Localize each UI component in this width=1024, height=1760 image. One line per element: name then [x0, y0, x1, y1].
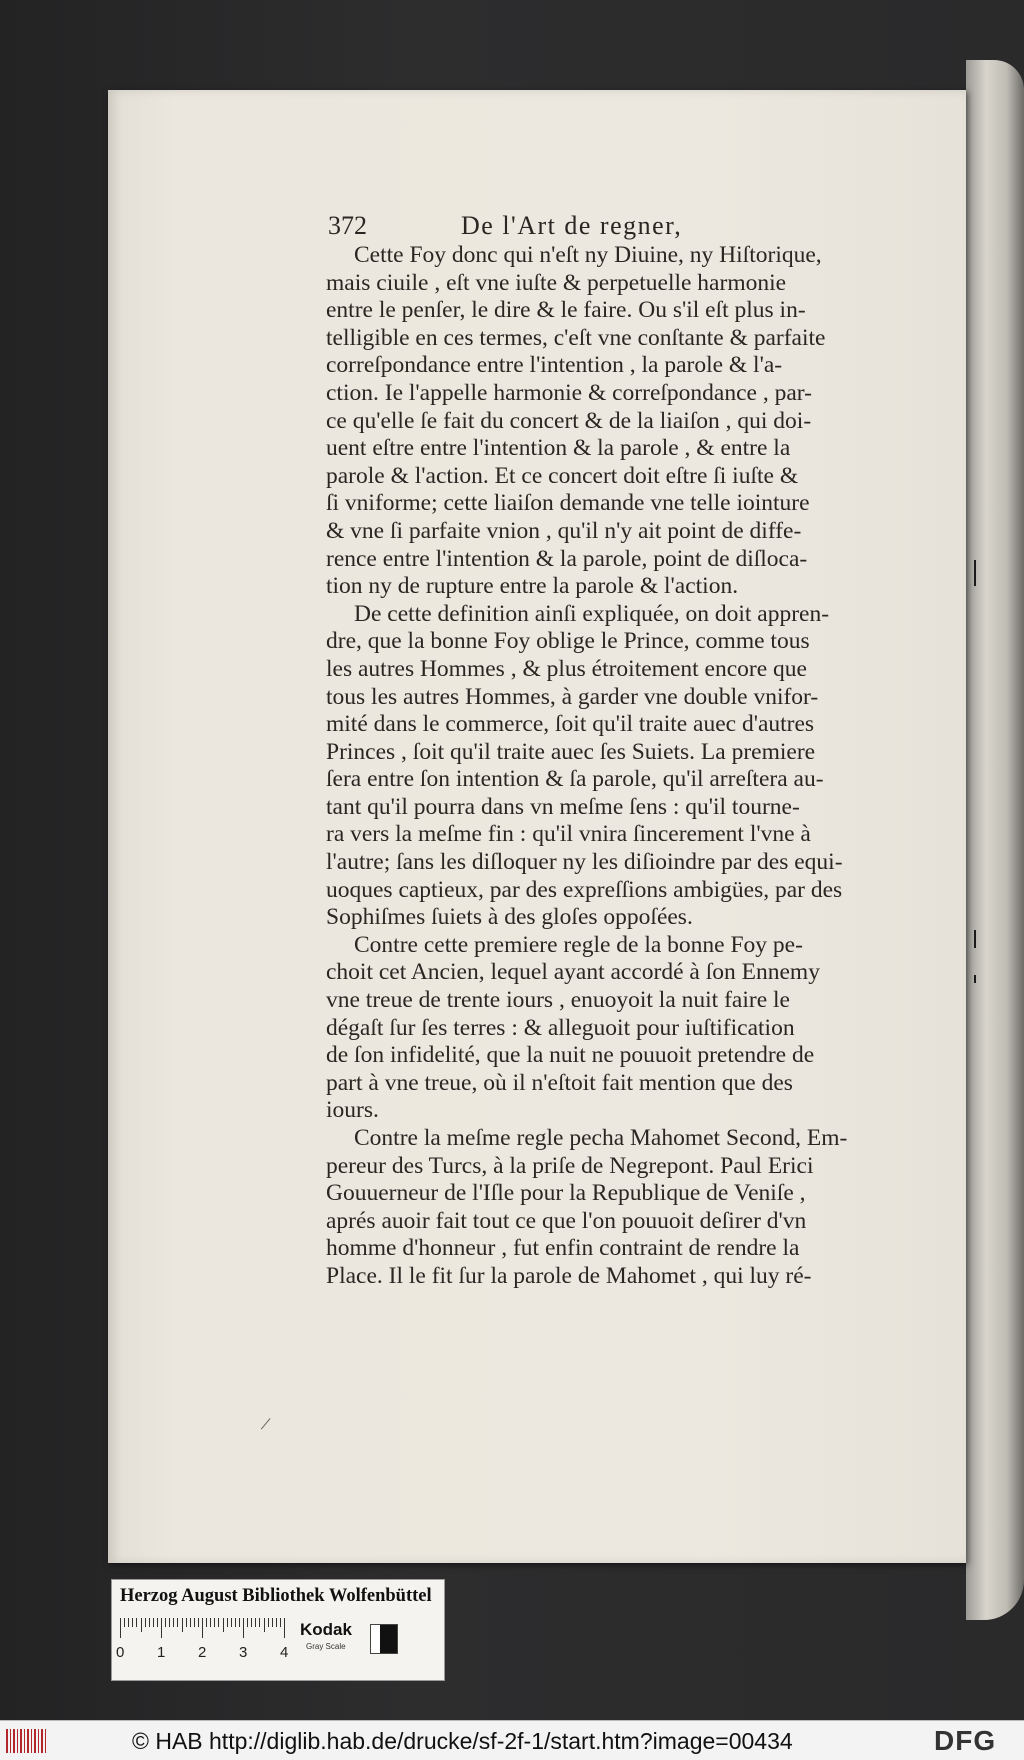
scale-ruler: [120, 1618, 292, 1640]
ruler-tick: [149, 1618, 150, 1627]
text-line: ce qu'elle ſe fait du concert & de la liaiſon , qui doi-: [326, 407, 812, 434]
text-line: aprés auoir fait tout ce que l'on pouuoit deſirer d'vn: [326, 1207, 807, 1234]
running-head-title: De l'Art de regner,: [461, 211, 683, 240]
text-line: dre, que la bonne Foy oblige le Prince, comme tous: [326, 628, 810, 655]
text-line: les autres Hommes , & plus étroitement encore que: [326, 655, 807, 682]
ruler-tick: [198, 1618, 199, 1627]
ruler-number: 4: [280, 1644, 289, 1661]
ruler-tick: [210, 1618, 211, 1627]
text-line: ſi vniforme; cette liaiſon demande vne telle iointure: [326, 490, 810, 517]
ruler-tick: [194, 1618, 195, 1627]
text-line: pereur des Turcs, à la priſe de Negrepont. Paul Erici: [326, 1152, 814, 1179]
text-line: entre le penſer, le dire & le faire. Ou s'il eſt plus in-: [326, 297, 806, 324]
text-line: telligible en ces termes, c'eſt vne conſtante & parfaite: [326, 324, 826, 351]
text-line: tion ny de rupture entre la parole & l'action.: [326, 573, 739, 600]
text-line: Cette Foy donc qui n'eſt ny Diuine, ny Hiſtorique,: [354, 242, 822, 268]
text-line: vne treue de trente iours , enuoyoit la nuit faire le: [326, 987, 790, 1014]
adjacent-page-edge: [966, 60, 1024, 1620]
dfg-logo: DFG: [934, 1725, 997, 1756]
running-head: [326, 212, 892, 242]
text-line: tant qu'il pourra dans vn meſme ſens : qu'il tourne-: [326, 793, 800, 820]
text-line: correſpondance entre l'intention , la parole & l'a-: [326, 352, 783, 379]
ruler-tick: [243, 1618, 244, 1638]
ruler-tick: [231, 1618, 232, 1627]
text-line: part à vne treue, où il n'eſtoit fait mention que des: [326, 1069, 793, 1096]
ruler-number: 1: [157, 1644, 166, 1661]
ruler-tick: [227, 1618, 228, 1627]
margin-tick: [974, 930, 976, 948]
ruler-tick: [235, 1618, 236, 1627]
ruler-tick: [239, 1618, 240, 1627]
footer-bar: [0, 1720, 1024, 1760]
text-line: l'autre; ſans les diſloquer ny les diſioindre par des equi-: [326, 849, 843, 876]
text-line: tous les autres Hommes, à garder vne double vnifor-: [326, 683, 819, 710]
ruler-tick: [218, 1618, 219, 1627]
ruler-tick: [190, 1618, 191, 1627]
text-line: uent eſtre entre l'intention & la parole , & entre la: [326, 435, 791, 462]
ruler-tick: [182, 1618, 183, 1632]
text-line: Contre cette premiere regle de la bonne Foy pe-: [354, 931, 803, 958]
ruler-tick: [214, 1618, 215, 1627]
page-text: [326, 212, 892, 1291]
margin-tick: [974, 560, 976, 586]
gray-scale-label: Gray Scale: [306, 1642, 346, 1651]
text-line: ſera entre ſon intention & ſa parole, qu'il arreſtera au-: [326, 766, 824, 793]
ruler-number: 3: [239, 1644, 248, 1661]
text-line: Contre la meſme regle pecha Mahomet Second, Em-: [354, 1125, 848, 1151]
ruler-number: 2: [198, 1644, 207, 1661]
text-line: homme d'honneur , fut enfin contraint de rendre la: [326, 1235, 800, 1262]
paragraph: [326, 242, 892, 601]
text-line: iours.: [326, 1097, 379, 1124]
text-line: choit cet Ancien, lequel ayant accordé à ſon Ennemy: [326, 959, 820, 986]
text-line: parole & l'action. Et ce concert doit eſtre ſi iuſte &: [326, 462, 799, 489]
ruler-tick: [251, 1618, 252, 1627]
ruler-tick: [136, 1618, 137, 1627]
ruler-tick: [272, 1618, 273, 1627]
text-line: De cette definition ainſi expliquée, on doit appren-: [354, 600, 830, 627]
text-line: ra vers la meſme fin : qu'il vnira ſincerement l'vne à: [326, 821, 811, 848]
text-line: de ſon infidelité, que la nuit ne pouuoit pretendre de: [326, 1042, 815, 1069]
text-line: mité dans le commerce, ſoit qu'il traite auec d'autres: [326, 711, 815, 738]
ruler-tick: [120, 1618, 121, 1638]
paragraph: [326, 1125, 892, 1291]
text-line: ction. Ie l'appelle harmonie & correſpondance , par-: [326, 379, 812, 406]
library-name: Herzog August Bibliothek Wolfenbüttel: [120, 1586, 432, 1606]
text-line: Sophiſmes ſuiets à des gloſes oppoſées.: [326, 904, 693, 931]
ruler-number: 0: [116, 1644, 125, 1661]
paragraph: [326, 932, 892, 1125]
ruler-tick: [202, 1618, 203, 1638]
ruler-tick: [124, 1618, 125, 1627]
ruler-tick: [132, 1618, 133, 1627]
ruler-tick: [141, 1618, 142, 1632]
ruler-tick: [169, 1618, 170, 1627]
ruler-tick: [157, 1618, 158, 1627]
text-line: rence entre l'intention & la parole, point de diſloca-: [326, 545, 808, 572]
ruler-tick: [145, 1618, 146, 1627]
ruler-tick: [223, 1618, 224, 1632]
ruler-tick: [153, 1618, 154, 1627]
page-number: 372: [328, 211, 367, 240]
text-line: uoques captieux, par des expreſſions ambigües, par des: [326, 876, 843, 903]
barcode-icon: [6, 1729, 48, 1753]
text-line: Princes , ſoit qu'il traite auec ſes Suiets. La premiere: [326, 738, 816, 765]
library-color-chart: [111, 1579, 445, 1681]
text-line: dégaſt ſur ſes terres : & alleguoit pour iuſtification: [326, 1014, 795, 1041]
ruler-tick: [284, 1618, 285, 1638]
text-line: & vne ſi parfaite vnion , qu'il n'y ait point de diffe-: [326, 517, 802, 544]
ruler-tick: [165, 1618, 166, 1627]
kodak-logo: Kodak: [300, 1620, 352, 1639]
ruler-tick: [276, 1618, 277, 1627]
ruler-tick: [247, 1618, 248, 1627]
ruler-tick: [264, 1618, 265, 1632]
text-line: Gouuerneur de l'Iſle pour la Republique de Veniſe ,: [326, 1180, 806, 1207]
ruler-tick: [186, 1618, 187, 1627]
ruler-tick: [128, 1618, 129, 1627]
ruler-tick: [255, 1618, 256, 1627]
gray-scale-patch: [370, 1624, 398, 1654]
ruler-tick: [268, 1618, 269, 1627]
ruler-tick: [280, 1618, 281, 1627]
ruler-tick: [173, 1618, 174, 1627]
pencil-mark: [261, 1418, 278, 1436]
ruler-tick: [206, 1618, 207, 1627]
paragraph: [326, 601, 892, 932]
ruler-tick: [177, 1618, 178, 1627]
copyright-link[interactable]: © HAB http://diglib.hab.de/drucke/sf-2f-1/start.htm?image=00434: [132, 1728, 793, 1754]
ruler-tick: [161, 1618, 162, 1638]
text-line: mais ciuile , eſt vne iuſte & perpetuelle harmonie: [326, 269, 787, 296]
text-line: Place. Il le fit ſur la parole de Mahomet , qui luy ré-: [326, 1262, 812, 1289]
margin-tick: [974, 975, 976, 983]
ruler-tick: [259, 1618, 260, 1627]
